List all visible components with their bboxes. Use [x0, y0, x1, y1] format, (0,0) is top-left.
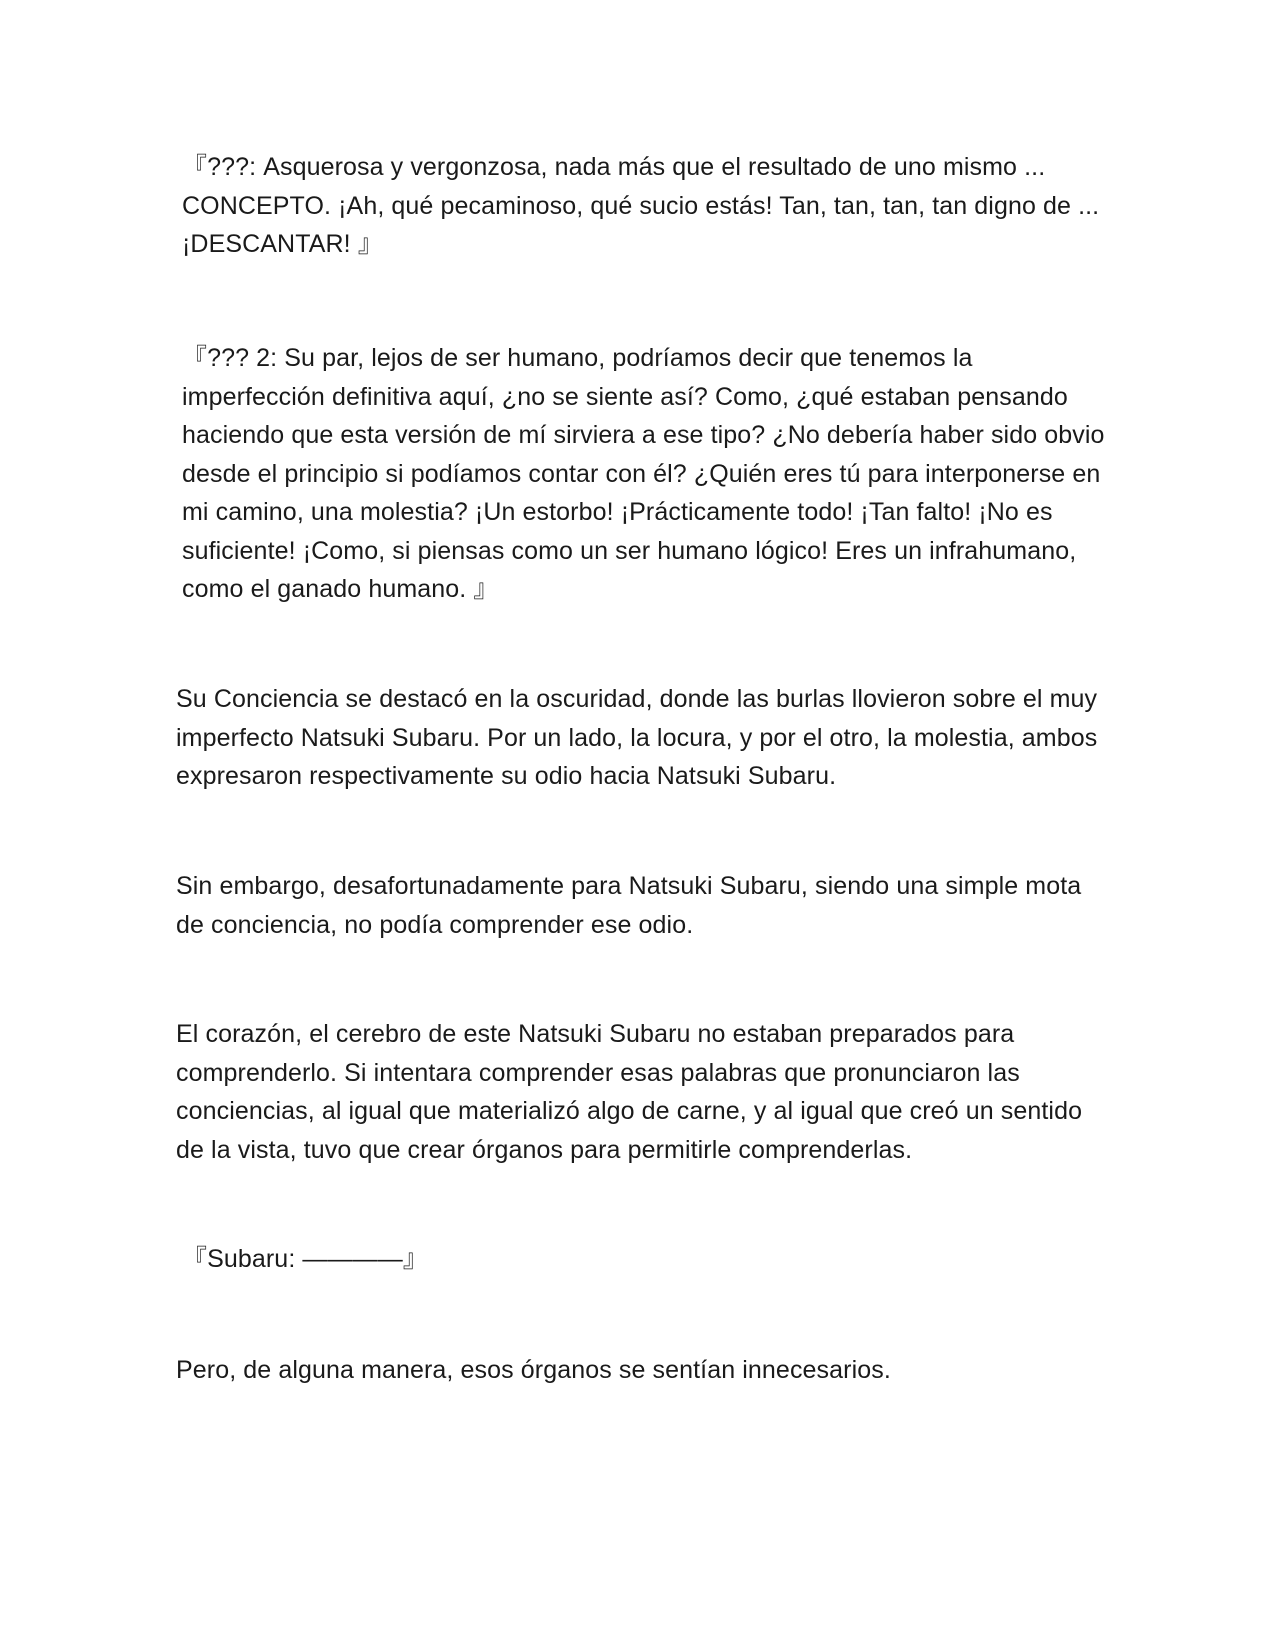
- dialogue-paragraph-1: 『???: Asquerosa y vergonzosa, nada más que el resultado de uno mismo ... CONCEPTO. ¡Ah, qué pecaminoso, qué sucio estás! Tan, tan, tan, tan digno de ... ¡DESCANTAR! 』: [182, 153, 1100, 258]
- narration-paragraph-4: Pero, de alguna manera, esos órganos se sentían innecesarios.: [176, 1356, 891, 1384]
- dialogue-paragraph-2: 『??? 2: Su par, lejos de ser humano, podríamos decir que tenemos la imperfección definitiva aquí, ¿no se siente así? Como, ¿qué estaban pensando haciendo que esta versión de mí sirviera a ese tipo? ¿No debería haber sido obvio desde el principio si podíamos contar con él? ¿Quién eres tú para interponerse en mi camino, una molestia? ¡Un estorbo! ¡Prácticamente todo! ¡Tan falto! ¡No es suficiente! ¡Como, si piensas como un ser humano lógico! Eres un infrahumano, como el ganado humano. 』: [182, 344, 1105, 603]
- narration-paragraph-1: Su Conciencia se destacó en la oscuridad, donde las burlas llovieron sobre el muy imperfecto Natsuki Subaru. Por un lado, la locura, y por el otro, la molestia, ambos expresaron respectivamente su odio hacia Natsuki Subaru.: [176, 685, 1098, 790]
- narration-paragraph-2: Sin embargo, desafortunadamente para Natsuki Subaru, siendo una simple mota de conciencia, no podía comprender ese odio.: [176, 872, 1082, 939]
- narration-paragraph-3: El corazón, el cerebro de este Natsuki Subaru no estaban preparados para comprenderlo. Si intentara comprender esas palabras que pronunciaron las conciencias, al igual que materializó algo de carne, y al igual que creó un sentido de la vista, tuvo que crear órganos para permitirle comprenderlas.: [176, 1020, 1083, 1164]
- dialogue-paragraph-3: 『Subaru: ————』: [182, 1245, 428, 1273]
